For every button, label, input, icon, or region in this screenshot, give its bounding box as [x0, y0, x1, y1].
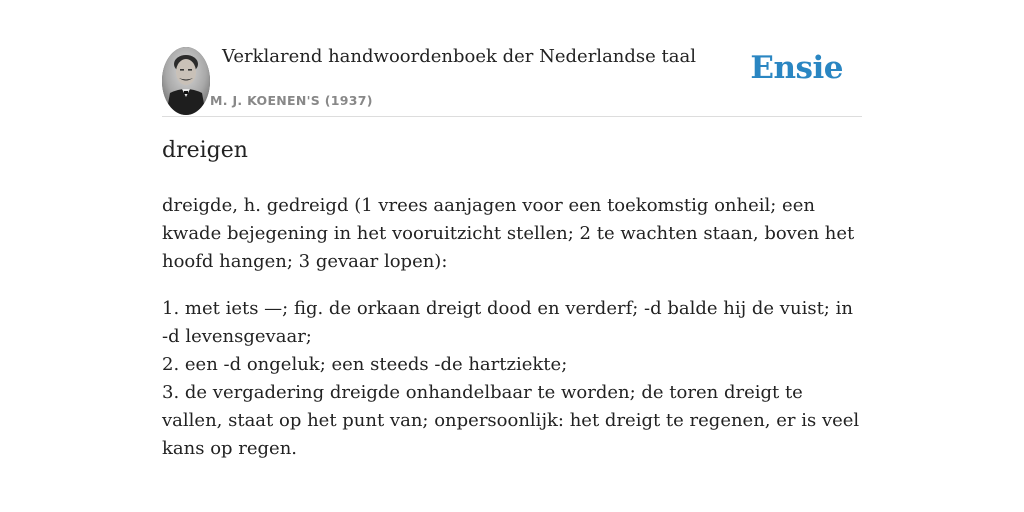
definition-intro: dreigde, h. gedreigd (1 vrees aanjagen voor een toekomstig onheil; een kwade bejegening in het vooruitzicht stellen; 2 te wachten staan, boven het hoofd hangen; 3 gevaar lopen):	[162, 195, 855, 272]
headword: dreigen	[162, 138, 248, 163]
author-portrait	[162, 47, 210, 115]
sense-3: 3. de vergadering dreigde onhandelbaar te worden; de toren dreigt te vallen, staat op het punt van; onpersoonlijk: het dreigt te regenen, er is veel kans op regen.	[162, 382, 860, 459]
book-title: Verklarend handwoordenboek der Nederlandse taal	[222, 46, 696, 67]
portrait-image	[162, 47, 210, 115]
definition	[162, 192, 862, 463]
site-header	[162, 46, 862, 117]
sense-2: 2. een -d ongeluk; een steeds -de hartziekte;	[162, 354, 568, 375]
ensie-logo[interactable]: Ensie	[750, 50, 843, 86]
sense-1: 1. met iets —; fig. de orkaan dreigt dood en verderf; -d balde hij de vuist; in -d levensgevaar;	[162, 298, 853, 347]
book-author: M. J. KOENEN'S (1937)	[210, 93, 373, 108]
